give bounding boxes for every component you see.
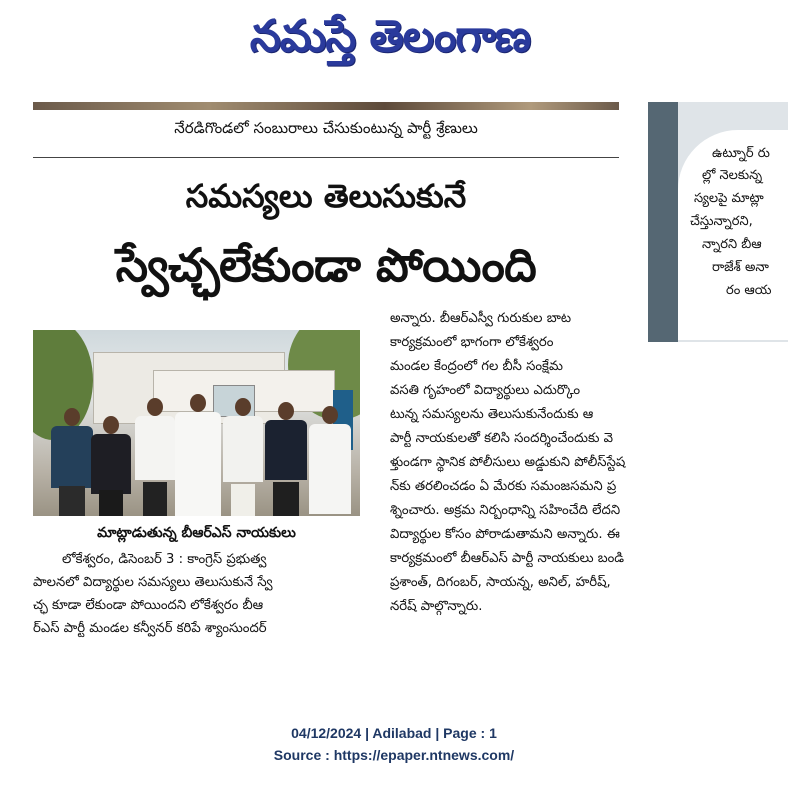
article-text-line: చ్ఛ కూడా లేకుండా పోయిందని లోకేశ్వరం బీఆ bbox=[33, 598, 264, 613]
article-text-line: కార్యక్రమంలో భాగంగా లోకేశ్వరం bbox=[390, 335, 554, 350]
article-text-line: శ్నించారు. అక్రమ నిర్బంధాన్ని సహించేది లేదని bbox=[390, 503, 621, 518]
headline-line-1: సమస్యలు తెలుసుకునే bbox=[185, 177, 467, 215]
article-text-line: నరేష్ పాల్గొన్నారు. bbox=[390, 599, 483, 614]
source-link[interactable]: Source : https://epaper.ntnews.com/ bbox=[273, 747, 515, 763]
article-text-line: విద్యార్థుల కోసం పోరాడుతామని అన్నారు. ఈ bbox=[390, 527, 620, 542]
side-text-line: స్యలపై మాట్లా bbox=[694, 191, 764, 206]
article-text-line: వసతి గృహంలో విద్యార్థులు ఎదుర్కొం bbox=[390, 383, 581, 398]
side-text-line: రం ఆయ bbox=[726, 283, 772, 298]
side-article-marker bbox=[712, 90, 742, 110]
divider bbox=[33, 157, 619, 158]
article-text-line: ళ్తుండగా స్థానిక పోలీసులు అడ్డుకుని పోలీస్‌స్టేష bbox=[390, 455, 626, 470]
newspaper-masthead: నమస్తే తెలంగాణ bbox=[249, 11, 531, 62]
article-text-line: అన్నారు. బీఆర్ఎస్వీ గురుకుల బాట bbox=[390, 311, 572, 326]
article-text-line: లోకేశ్వరం, డిసెంబర్ 3 : కాంగ్రెస్ ప్రభుత్వ bbox=[62, 552, 267, 567]
side-text-line: రాజేశ్ అనా bbox=[712, 260, 769, 275]
article-text-line: ప్రశాంత్, దిగంబర్, సాయన్న, అనిల్, హరీష్, bbox=[390, 575, 611, 590]
headline-line-2: స్వేచ్ఛలేకుండా పోయింది bbox=[115, 238, 537, 292]
article-text-line: కార్యక్రమంలో బీఆర్ఎస్ పార్టీ నాయకులు బండి bbox=[390, 551, 625, 566]
side-text-line: ఉట్నూర్ రు bbox=[712, 146, 770, 161]
article-text-line: మండల కేంద్రంలో గల బీసీ సంక్షేమ bbox=[390, 359, 563, 374]
article-text-line: న్‌కు తరలించడం ఏ మేరకు సమంజసమని ప్ర bbox=[390, 479, 617, 494]
previous-article-photo-strip bbox=[33, 102, 619, 110]
article-text-line: పాలనలో విద్యార్థుల సమస్యలు తెలుసుకునే స్వే bbox=[33, 575, 273, 590]
article-text-line: ర్ఎస్ పార్టీ మండల కన్వీనర్ కరిపే శ్యాంసుందర్ bbox=[33, 621, 267, 636]
article-text-line: టున్న సమస్యలను తెలుసుకునేందుకు ఆ bbox=[390, 407, 594, 422]
previous-article-caption: నేరడిగొండలో సంబురాలు చేసుకుంటున్న పార్టీ శ్రేణులు bbox=[174, 119, 478, 137]
article-text-line: పార్టీ నాయకులతో కలిసి సందర్శించేందుకు వె bbox=[390, 431, 614, 446]
publication-date-edition: 04/12/2024 | Adilabad | Page : 1 bbox=[291, 725, 497, 741]
side-text-line: చేస్తున్నారని, bbox=[690, 214, 753, 229]
side-text-line: ల్లో నెలకున్న bbox=[702, 168, 763, 183]
photo-caption: మాట్లాడుతున్న బీఆర్ఎస్ నాయకులు bbox=[97, 525, 296, 541]
side-text-line: న్నారని బీఆ bbox=[702, 237, 762, 252]
article-photo bbox=[33, 330, 360, 516]
